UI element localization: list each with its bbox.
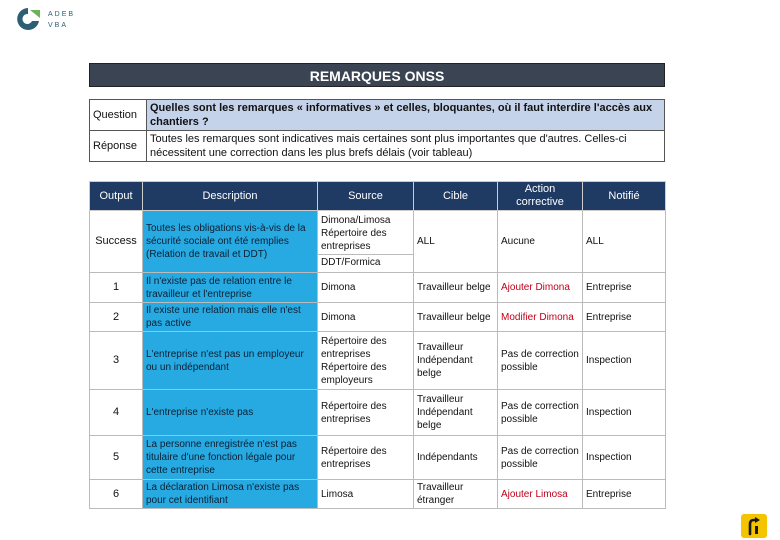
table-row bbox=[90, 390, 666, 436]
cell-cible: Travailleur étranger bbox=[414, 480, 498, 509]
cell-notifie: Inspection bbox=[583, 436, 666, 480]
cell-output: 4 bbox=[90, 390, 143, 436]
question-text: Quelles sont les remarques « informatives » et celles, bloquantes, où il faut interdire l'accès aux chantiers ? bbox=[147, 100, 665, 131]
cell-source: Répertoire des entreprises bbox=[318, 436, 414, 480]
cell-description: La déclaration Limosa n'existe pas pour cet identifiant bbox=[143, 480, 318, 509]
question-label: Question bbox=[90, 100, 147, 131]
cell-source-bottom: DDT/Formica bbox=[321, 257, 381, 268]
cell-notifie: Entreprise bbox=[583, 273, 666, 303]
cell-notifie: ALL bbox=[583, 211, 666, 273]
header-source: Source bbox=[318, 182, 414, 211]
cell-cible: ALL bbox=[414, 211, 498, 273]
cell-source: Limosa bbox=[318, 480, 414, 509]
logo-mark-icon bbox=[14, 6, 44, 32]
cell-action: Modifier Dimona bbox=[498, 303, 583, 332]
cell-action: Aucune bbox=[498, 211, 583, 273]
cell-notifie: Inspection bbox=[583, 332, 666, 390]
page-title: REMARQUES ONSS bbox=[89, 63, 665, 87]
question-answer-table bbox=[89, 99, 665, 162]
cell-source-top: Dimona/Limosa Répertoire des entreprises bbox=[318, 213, 413, 255]
cell-notifie: Inspection bbox=[583, 390, 666, 436]
table-row bbox=[90, 273, 666, 303]
cell-output: 2 bbox=[90, 303, 143, 332]
cell-description: L'entreprise n'est pas un employeur ou un indépendant bbox=[143, 332, 318, 390]
logo-word-top: ADEB bbox=[48, 11, 76, 18]
cell-notifie: Entreprise bbox=[583, 480, 666, 509]
cell-notifie: Entreprise bbox=[583, 303, 666, 332]
table-row bbox=[90, 303, 666, 332]
cell-output: 1 bbox=[90, 273, 143, 303]
cell-output: 3 bbox=[90, 332, 143, 390]
cell-description: La personne enregistrée n'est pas titulaire d'une fonction légale pour cette entreprise bbox=[143, 436, 318, 480]
logo-word-bottom: VBA bbox=[48, 22, 69, 29]
cell-description: L'entreprise n'existe pas bbox=[143, 390, 318, 436]
table-row bbox=[90, 332, 666, 390]
cell-output: Success bbox=[90, 211, 143, 273]
table-row bbox=[90, 211, 666, 273]
cell-source: Répertoire des entreprises bbox=[318, 390, 414, 436]
cell-cible: Travailleur Indépendant belge bbox=[414, 390, 498, 436]
cell-output: 6 bbox=[90, 480, 143, 509]
header-action: Action corrective bbox=[498, 182, 583, 211]
cell-output: 5 bbox=[90, 436, 143, 480]
cell-cible: Travailleur belge bbox=[414, 273, 498, 303]
cell-cible: Indépendants bbox=[414, 436, 498, 480]
cell-action: Pas de correction possible bbox=[498, 436, 583, 480]
return-arrow-icon bbox=[744, 516, 764, 536]
table-row bbox=[90, 436, 666, 480]
cell-cible: Travailleur belge bbox=[414, 303, 498, 332]
adeb-vba-logo bbox=[14, 6, 78, 38]
header-description: Description bbox=[143, 182, 318, 211]
cell-source bbox=[318, 211, 414, 273]
cell-description: Il existe une relation mais elle n'est pas active bbox=[143, 303, 318, 332]
cell-cible: Travailleur Indépendant belge bbox=[414, 332, 498, 390]
header-output: Output bbox=[90, 182, 143, 211]
cell-source: Dimona bbox=[318, 273, 414, 303]
cell-action: Pas de correction possible bbox=[498, 332, 583, 390]
table-row bbox=[90, 480, 666, 509]
cell-action: Pas de correction possible bbox=[498, 390, 583, 436]
table-header-row bbox=[90, 182, 666, 211]
return-arrow-button[interactable] bbox=[741, 514, 767, 538]
cell-description: Il n'existe pas de relation entre le travailleur et l'entreprise bbox=[143, 273, 318, 303]
header-cible: Cible bbox=[414, 182, 498, 211]
cell-source: Dimona bbox=[318, 303, 414, 332]
cell-action: Ajouter Limosa bbox=[498, 480, 583, 509]
answer-label: Réponse bbox=[90, 131, 147, 162]
answer-text: Toutes les remarques sont indicatives mais certaines sont plus importantes que d'autres. Celles-ci nécessitent une correction dans les plus brefs délais (voir tableau) bbox=[147, 131, 665, 162]
header-notifie: Notifié bbox=[583, 182, 666, 211]
remarks-table bbox=[89, 181, 666, 509]
cell-source: Répertoire des entreprises Répertoire des employeurs bbox=[318, 332, 414, 390]
cell-description: Toutes les obligations vis-à-vis de la sécurité sociale ont été remplies (Relation de travail et DDT) bbox=[143, 211, 318, 273]
cell-action: Ajouter Dimona bbox=[498, 273, 583, 303]
